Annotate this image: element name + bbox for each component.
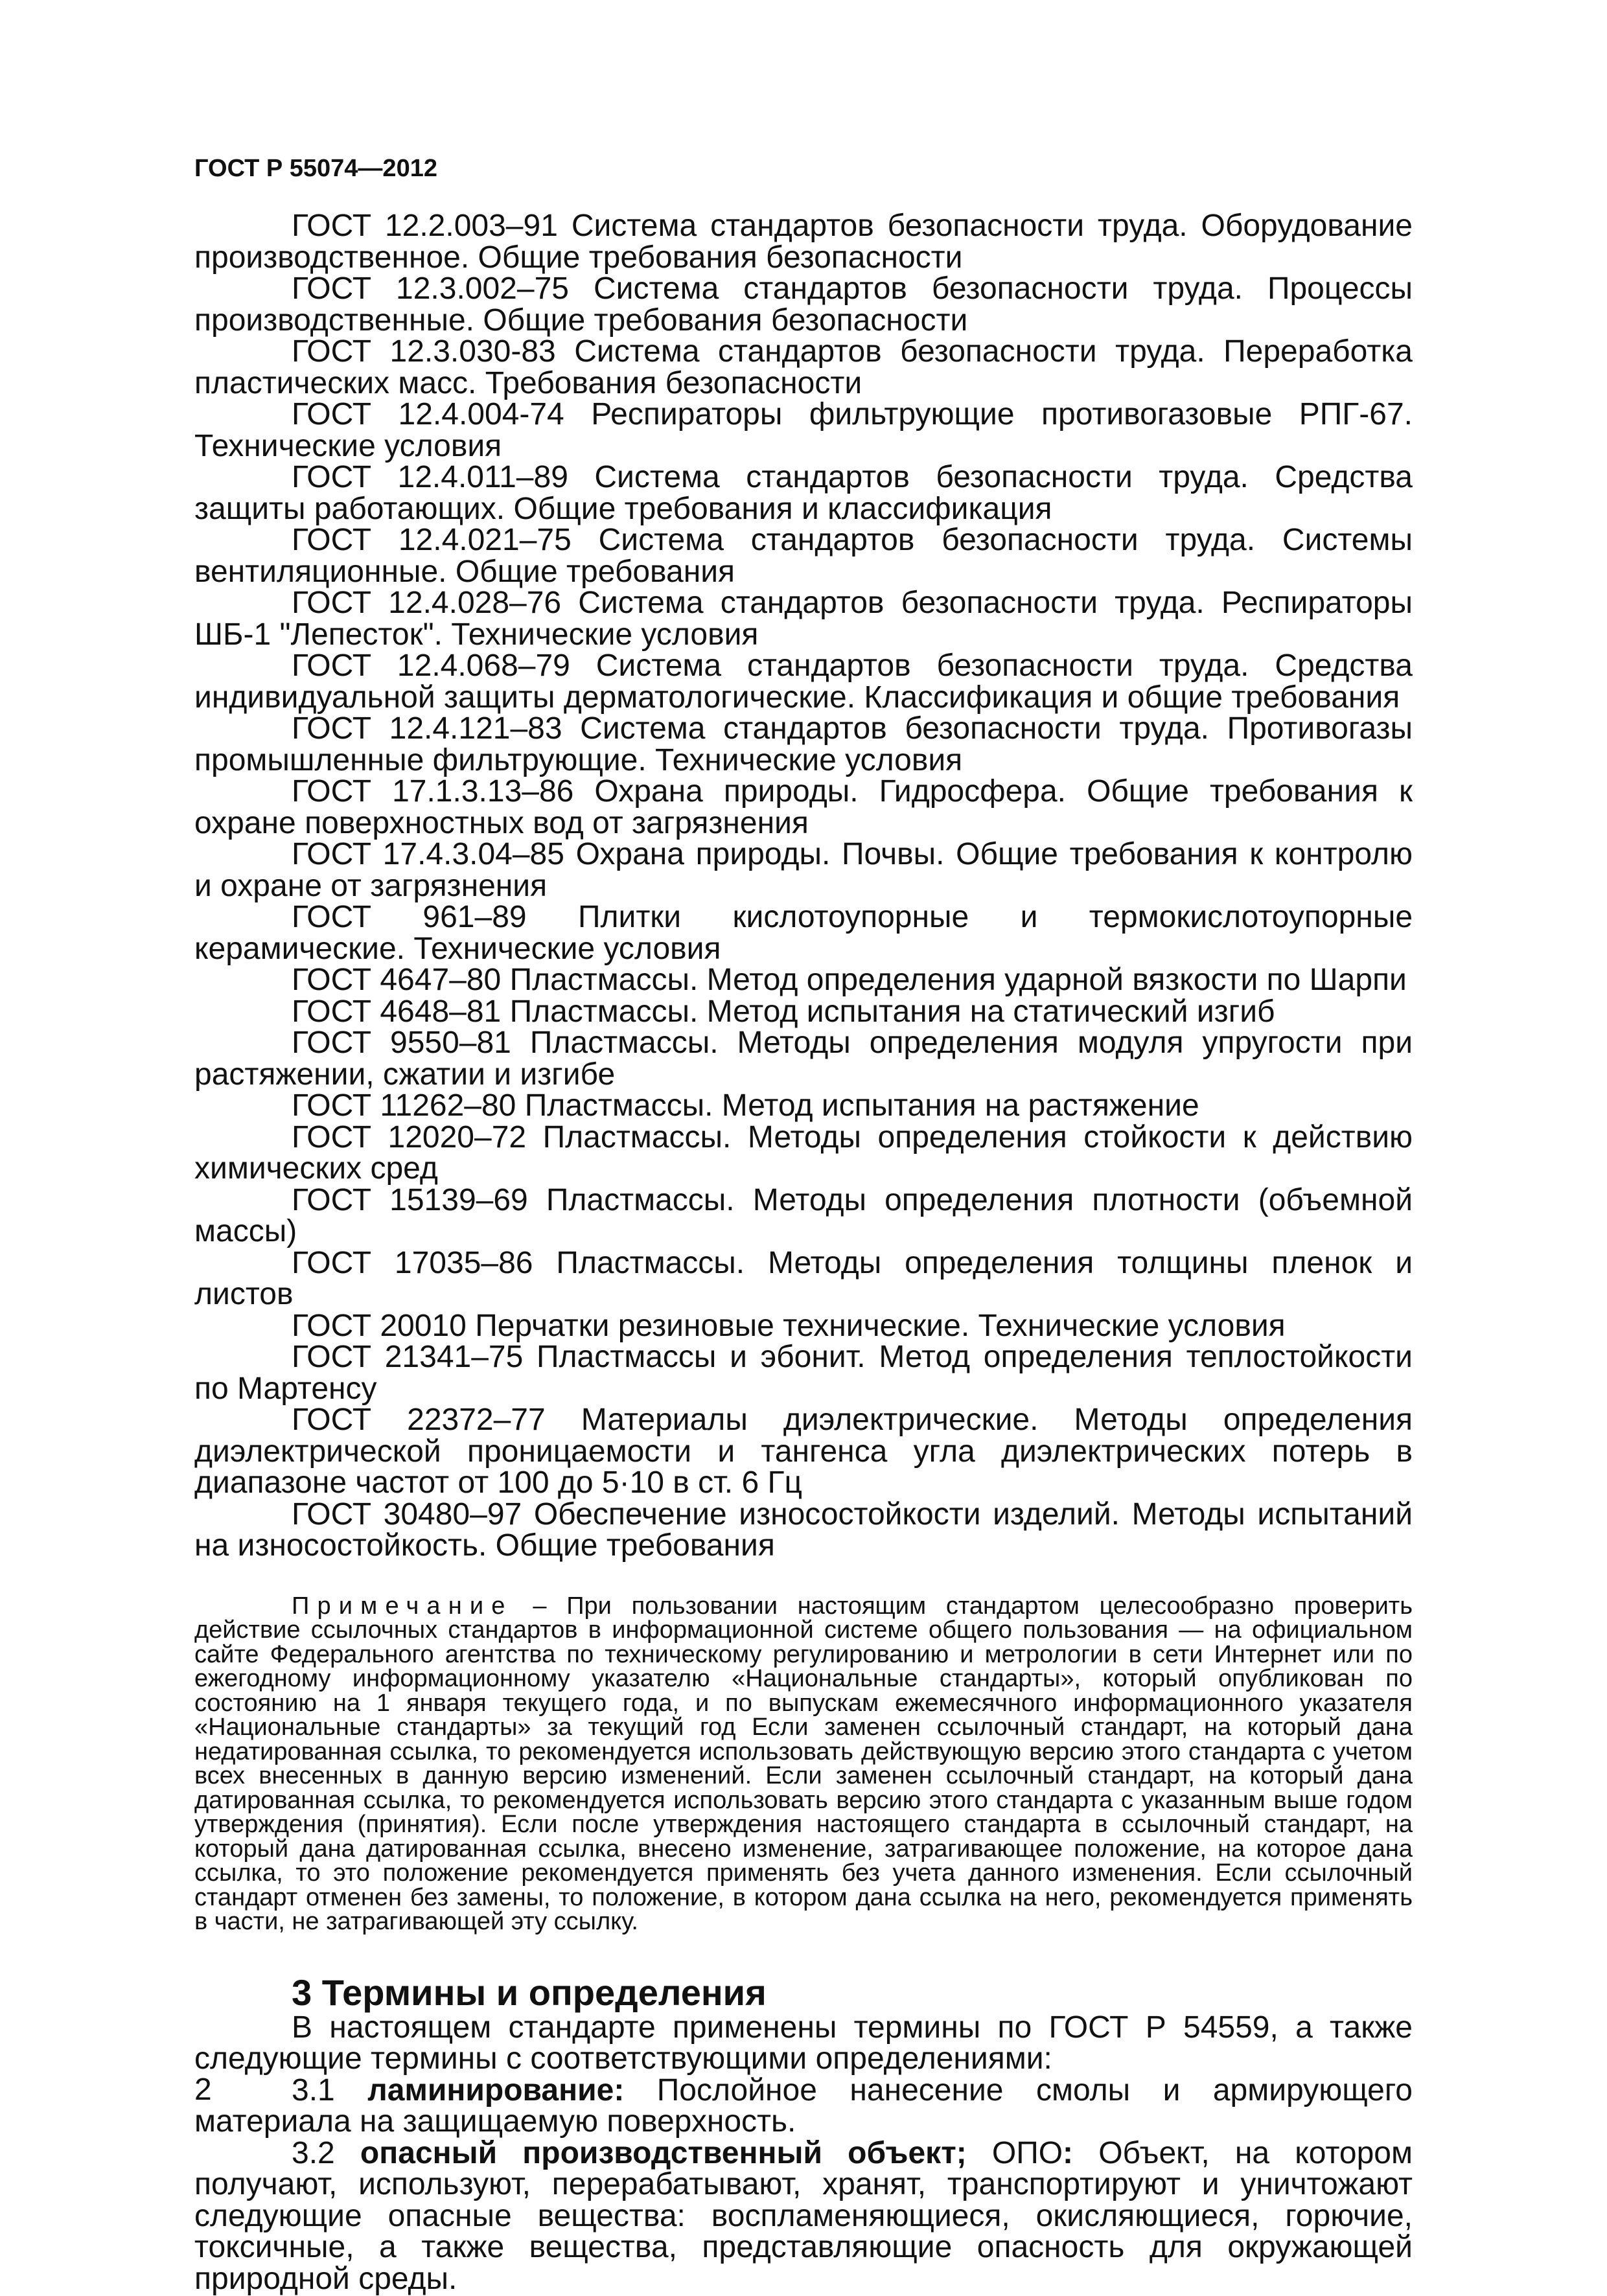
reference-code: ГОСТ 11262–80 <box>292 1088 516 1123</box>
definition-colon: : <box>1063 2135 1074 2170</box>
reference-title: Охрана природы. Почвы. Общие требования к контролю и охране от загрязнения <box>194 837 1413 903</box>
reference-item <box>194 839 1413 902</box>
reference-code: ГОСТ 17.1.3.13–86 <box>292 774 574 809</box>
reference-code: ГОСТ 17035–86 <box>292 1245 533 1280</box>
reference-item <box>194 1308 1413 1343</box>
reference-item <box>194 1090 1413 1122</box>
reference-title: Система стандартов безопасности труда. Системы вентиляционные. Общие требования <box>194 523 1413 589</box>
reference-code: ГОСТ 12.4.068–79 <box>292 649 570 683</box>
reference-item <box>194 525 1413 588</box>
reference-title: Респираторы фильтрующие противогазовые РПГ-67. Технические условия <box>194 397 1413 463</box>
reference-code: ГОСТ 4647–80 <box>292 963 502 997</box>
definition-3-2 <box>194 2135 1413 2296</box>
reference-title: Система стандартов безопасности труда. Средства индивидуальной защиты дерматологические. Классификация и общие требования <box>194 649 1413 715</box>
reference-title: Пластмассы. Метод испытания на растяжение <box>524 1088 1199 1123</box>
reference-item <box>194 462 1413 525</box>
reference-item <box>194 965 1413 996</box>
reference-item <box>194 776 1413 839</box>
definition-text: Послойное нанесение смолы и армирующего материала на защищаемую поверхность. <box>194 2072 1413 2139</box>
document-body <box>194 211 1413 2295</box>
reference-title: Система стандартов безопасности труда. Переработка пластических масс. Требования безопасности <box>194 334 1413 400</box>
reference-title: Пластмассы. Методы определения стойкости к действию химических сред <box>194 1119 1413 1186</box>
reference-code: ГОСТ 961–89 <box>292 900 527 934</box>
reference-item <box>194 1245 1413 1311</box>
reference-title: Охрана природы. Гидросфера. Общие требования к охране поверхностных вод от загрязнения <box>194 774 1413 840</box>
reference-code: ГОСТ 12.4.004-74 <box>292 397 564 431</box>
reference-title: Система стандартов безопасности труда. Средства защиты работающих. Общие требования и классификация <box>194 460 1413 526</box>
reference-item <box>194 1499 1413 1562</box>
note-text: – При пользовании настоящим стандартом целесообразно проверить действие ссылочных стандартов в информационной системе общего пользования — на официальном сайте Федерального агентства по техническому регулированию и метрологии в сети Интернет или по ежегодному информационному указателю «Национальные стандарты», который опубликован по состоянию на 1 января текущего года, и по выпускам ежемесячного информационного указателя «Национальные стандарты» за текущий год Если заменен ссылочный стандарт, на который дана недатированная ссылка, то рекомендуется использовать действующую версию этого стандарта с учетом всех внесенных в данную версию изменений. Если заменен ссылочный стандарт, на который дана датированная ссылка, то рекомендуется использовать версию этого стандарта с указанным выше годом утверждения (принятия). Если после утверждения настоящего стандарта в ссылочный стандарт, на который дана датированная ссылка, внесено изменение, затрагивающее положение, на которое дана ссылка, то это положение рекомендуется применять без учета данного изменения. Если ссылочный стандарт отменен без замены, то положение, в котором дана ссылка на него, рекомендуется применять в части, не затрагивающей эту ссылку. <box>194 1592 1413 1935</box>
reference-code: ГОСТ 12.4.028–76 <box>292 586 562 620</box>
note-paragraph <box>194 1594 1413 1934</box>
reference-title: Пластмассы. Метод испытания на статический изгиб <box>509 994 1275 1029</box>
reference-title: Плитки кислотоупорные и термокислотоупорные керамические. Технические условия <box>194 900 1413 966</box>
reference-code: ГОСТ 17.4.3.04–85 <box>292 837 564 871</box>
reference-title: Обеспечение износостойкости изделий. Методы испытаний на износостойкость. Общие требования <box>194 1497 1413 1563</box>
definition-term: опасный производственный объект; <box>360 2135 967 2170</box>
reference-code: ГОСТ 20010 <box>292 1308 467 1343</box>
reference-item <box>194 399 1413 462</box>
reference-item <box>194 211 1413 273</box>
reference-code: ГОСТ 12.2.003–91 <box>292 209 558 243</box>
reference-code: ГОСТ 30480–97 <box>292 1497 522 1532</box>
reference-title: Система стандартов безопасности труда. Оборудование производственное. Общие требования безопасности <box>194 209 1413 275</box>
definition-abbreviation: ОПО <box>991 2135 1063 2170</box>
reference-item <box>194 588 1413 650</box>
reference-item <box>194 1027 1413 1090</box>
reference-item <box>194 1342 1413 1405</box>
section-intro: В настоящем стандарте применены термины по ГОСТ Р 54559, а также следующие термины с соответствующими определениями: <box>194 2010 1413 2076</box>
page-number: 2 <box>194 2072 212 2107</box>
reference-item <box>194 902 1413 965</box>
reference-code: ГОСТ 12.4.011–89 <box>292 460 568 494</box>
note-label: Примечание <box>292 1592 513 1620</box>
reference-code: ГОСТ 12.4.121–83 <box>292 711 562 746</box>
reference-item <box>194 1182 1413 1248</box>
reference-item <box>194 273 1413 336</box>
reference-item <box>194 336 1413 399</box>
reference-title: Система стандартов безопасности труда. Процессы производственные. Общие требования безопасности <box>194 271 1413 338</box>
reference-title: Пластмассы и эбонит. Метод определения теплостойкости по Мартенсу <box>194 1340 1413 1406</box>
reference-item <box>194 713 1413 776</box>
definition-3-1 <box>194 2072 1413 2139</box>
definition-number: 3.1 <box>292 2072 335 2107</box>
reference-title: Перчатки резиновые технические. Технические условия <box>475 1308 1286 1343</box>
reference-title: Система стандартов безопасности труда. Респираторы ШБ-1 "Лепесток". Технические условия <box>194 586 1413 652</box>
reference-title: Материалы диэлектрические. Методы определения диэлектрической проницаемости и тангенса угла диэлектрических потерь в диапазоне частот от 100 до 5·10 в ст. 6 Гц <box>194 1403 1413 1500</box>
reference-code: ГОСТ 15139–69 <box>292 1182 528 1217</box>
normative-references-list <box>194 211 1413 1562</box>
definition-term: ламинирование: <box>367 2072 625 2107</box>
reference-item <box>194 996 1413 1028</box>
section-heading: 3 Термины и определения <box>292 1971 767 2013</box>
reference-code: ГОСТ 12.3.030-83 <box>292 334 556 369</box>
reference-code: ГОСТ 4648–81 <box>292 994 502 1029</box>
reference-item <box>194 1405 1413 1499</box>
reference-code: ГОСТ 21341–75 <box>292 1340 524 1374</box>
reference-item <box>194 1119 1413 1186</box>
reference-code: ГОСТ 9550–81 <box>292 1026 511 1060</box>
document-header: ГОСТ Р 55074—2012 <box>194 155 437 182</box>
definition-number: 3.2 <box>292 2135 335 2170</box>
reference-code: ГОСТ 22372–77 <box>292 1403 546 1437</box>
reference-title: Пластмассы. Методы определения плотности (объемной массы) <box>194 1182 1413 1248</box>
reference-item <box>194 650 1413 713</box>
reference-code: ГОСТ 12.3.002–75 <box>292 271 569 306</box>
reference-title: Система стандартов безопасности труда. Противогазы промышленные фильтрующие. Технические условия <box>194 711 1413 777</box>
reference-title: Пластмассы. Методы определения толщины пленок и листов <box>194 1245 1413 1311</box>
reference-code: ГОСТ 12020–72 <box>292 1119 527 1154</box>
reference-code: ГОСТ 12.4.021–75 <box>292 523 572 557</box>
reference-title: Пластмассы. Методы определения модуля упругости при растяжении, сжатии и изгибе <box>194 1026 1413 1092</box>
reference-title: Пластмассы. Метод определения ударной вязкости по Шарпи <box>509 963 1407 997</box>
definition-text: Объект, на котором получают, используют, перерабатывают, хранят, транспортируют и уничтожают следующие опасные вещества: воспламеняющиеся, окисляющиеся, горючие, токсичные, а также вещества, представляющие опасность для окружающей природной среды. <box>194 2135 1413 2296</box>
